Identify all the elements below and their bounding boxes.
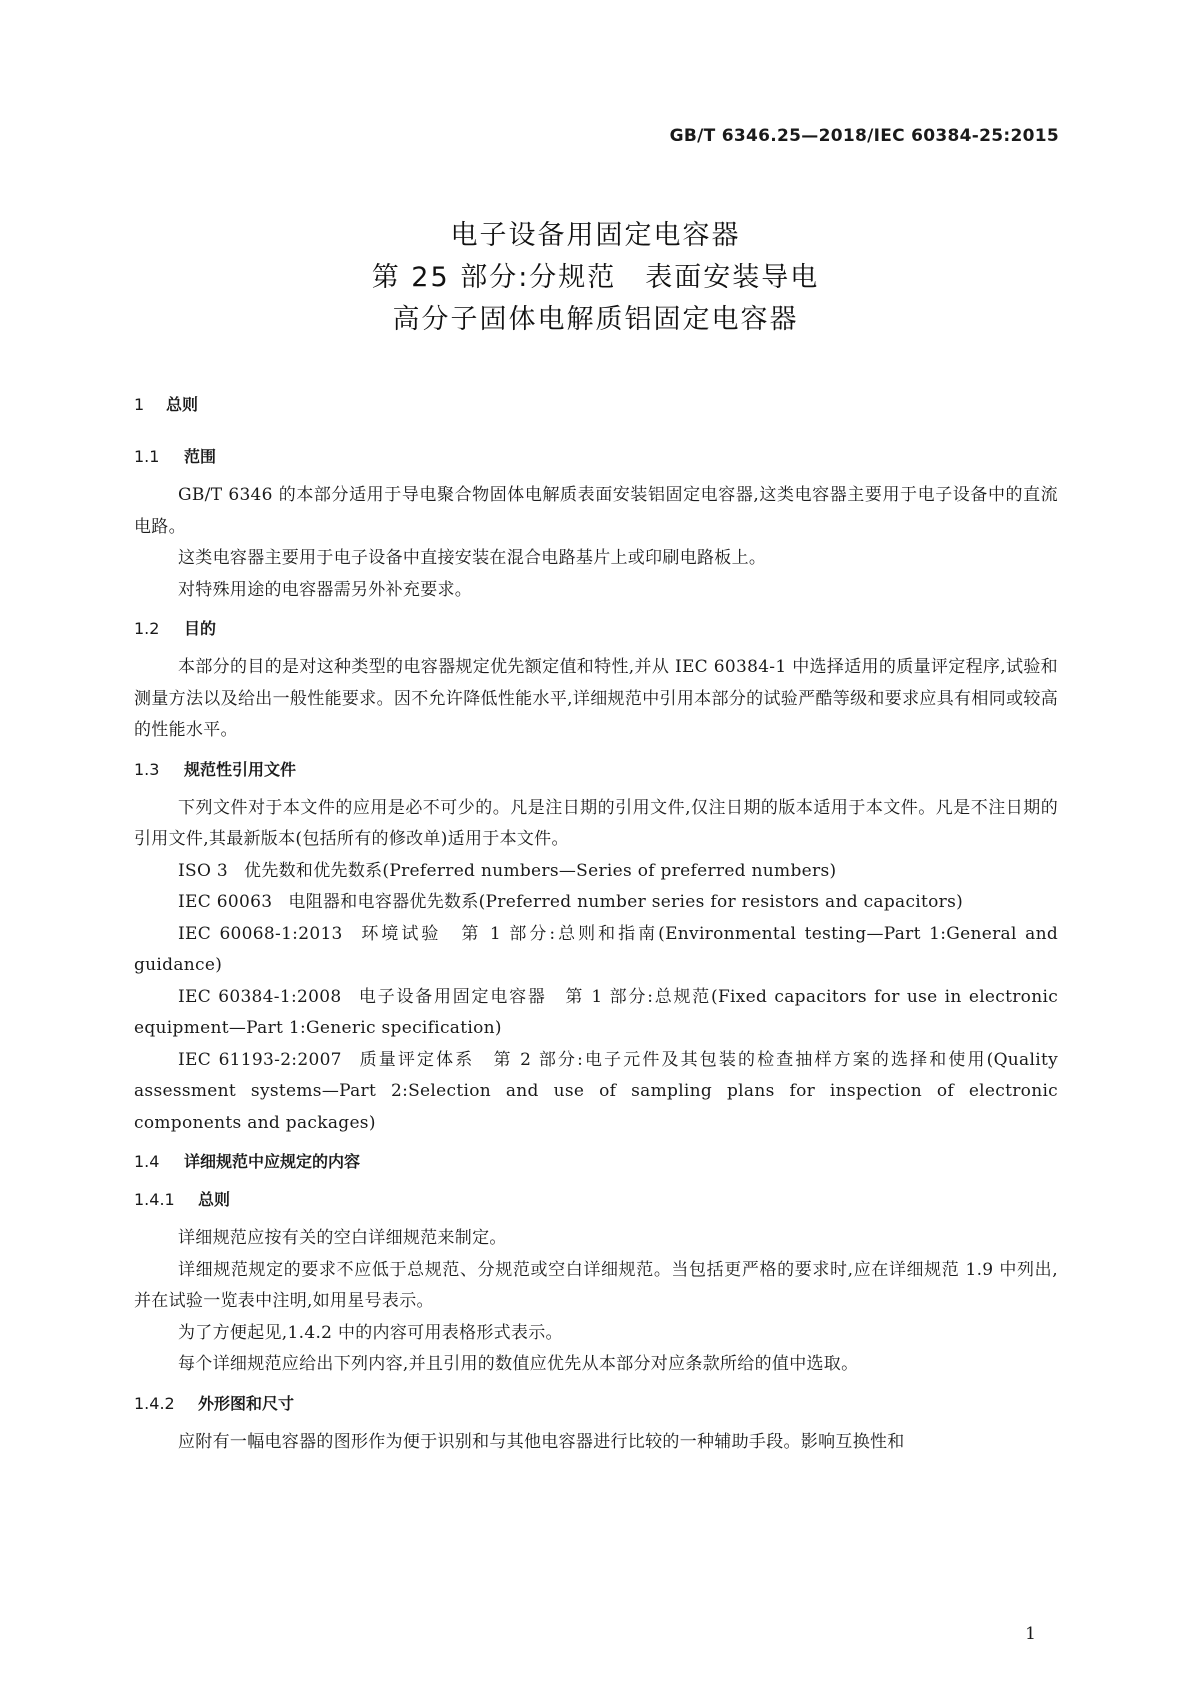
section-heading-1-4 <box>134 1151 1058 1173</box>
section-heading-1 <box>134 394 1058 416</box>
reference-title: 质量评定体系 第 2 部分:电子元件及其包装的检查抽样方案的选择和使用(Quality assessment systems—Part 2:Selection and use of sampling plans for inspection of electronic components and packages) <box>134 1049 1058 1133</box>
reference-item <box>134 982 1058 1045</box>
section-heading-1-2 <box>134 618 1058 640</box>
paragraph: 每个详细规范应给出下列内容,并且引用的数值应优先从本部分对应条款所给的值中选取。 <box>178 1354 859 1374</box>
section-title: 范围 <box>184 447 217 466</box>
paragraph: 这类电容器主要用于电子设备中直接安装在混合电路基片上或印刷电路板上。 <box>178 548 767 568</box>
paragraph: 本部分的目的是对这种类型的电容器规定优先额定值和特性,并从 IEC 60384-1 中选择适用的质量评定程序,试验和测量方法以及给出一般性能要求。因不允许降低性能水平,详细规范中引用本部分的试验严酷等级和要求应具有相同或较高的性能水平。 <box>134 657 1058 740</box>
section-title: 详细规范中应规定的内容 <box>184 1152 361 1171</box>
reference-item <box>134 887 1058 919</box>
paragraph: 详细规范规定的要求不应低于总规范、分规范或空白详细规范。当包括更严格的要求时,应在详细规范 1.9 中列出,并在试验一览表中注明,如用星号表示。 <box>134 1259 1058 1311</box>
reference-code: IEC 60384-1:2008 <box>178 986 342 1007</box>
section-heading-1-1 <box>134 446 1058 468</box>
section-title: 规范性引用文件 <box>184 759 297 779</box>
section-heading-1-3 <box>134 759 1058 781</box>
document-title <box>0 215 1191 341</box>
reference-item <box>134 1045 1058 1140</box>
reference-item <box>134 856 1058 888</box>
reference-code: IEC 60068-1:2013 <box>178 923 343 944</box>
section-heading-1-4-2 <box>134 1393 1058 1415</box>
reference-title: 电子设备用固定电容器 第 1 部分:总规范(Fixed capacitors for use in electronic equipment—Part 1:Generic specification) <box>134 986 1059 1038</box>
section-number: 1 <box>134 395 145 414</box>
paragraph: GB/T 6346 的本部分适用于导电聚合物固体电解质表面安装铝固定电容器,这类电容器主要用于电子设备中的直流电路。 <box>134 485 1058 537</box>
section-title: 目的 <box>184 619 217 638</box>
title-line-3: 高分子固体电解质铝固定电容器 <box>392 304 799 335</box>
paragraph: 应附有一幅电容器的图形作为便于识别和与其他电容器进行比较的一种辅助手段。影响互换性和 <box>178 1431 905 1452</box>
paragraph: 下列文件对于本文件的应用是必不可少的。凡是注日期的引用文件,仅注日期的版本适用于本文件。凡是不注日期的引用文件,其最新版本(包括所有的修改单)适用于本文件。 <box>134 797 1058 849</box>
page-number: 1 <box>1025 1624 1036 1644</box>
section-heading-1-4-1 <box>134 1189 1058 1211</box>
reference-item <box>134 919 1058 982</box>
paragraph: 对特殊用途的电容器需另外补充要求。 <box>178 579 473 600</box>
section-number: 1.4.2 <box>134 1393 175 1413</box>
paragraph: 为了方便起见,1.4.2 中的内容可用表格形式表示。 <box>178 1322 563 1343</box>
title-line-1: 电子设备用固定电容器 <box>450 220 741 251</box>
section-number: 1.3 <box>134 759 160 779</box>
reference-code: IEC 61193-2:2007 <box>178 1049 342 1070</box>
reference-title: 环境试验 第 1 部分:总则和指南(Environmental testing—Part 1:General and guidance) <box>134 923 1059 975</box>
section-number: 1.2 <box>134 619 160 638</box>
reference-title: 电阻器和电容器优先数系(Preferred number series for resistors and capacitors) <box>288 892 964 912</box>
title-line-2: 第 25 部分:分规范 表面安装导电 <box>371 262 820 293</box>
reference-title: 优先数和优先数系(Preferred numbers—Series of preferred numbers) <box>244 860 837 881</box>
standard-code: GB/T 6346.25—2018/IEC 60384-25:2015 <box>669 126 1059 146</box>
section-title: 总则 <box>198 1190 231 1209</box>
section-title: 总则 <box>166 395 199 414</box>
reference-code: ISO 3 <box>178 860 229 881</box>
document-body <box>134 394 1058 1458</box>
paragraph: 详细规范应按有关的空白详细规范来制定。 <box>178 1228 507 1248</box>
section-title: 外形图和尺寸 <box>198 1393 295 1413</box>
reference-code: IEC 60063 <box>178 892 273 912</box>
section-number: 1.1 <box>134 447 160 466</box>
section-number: 1.4 <box>134 1152 160 1171</box>
section-number: 1.4.1 <box>134 1190 175 1209</box>
